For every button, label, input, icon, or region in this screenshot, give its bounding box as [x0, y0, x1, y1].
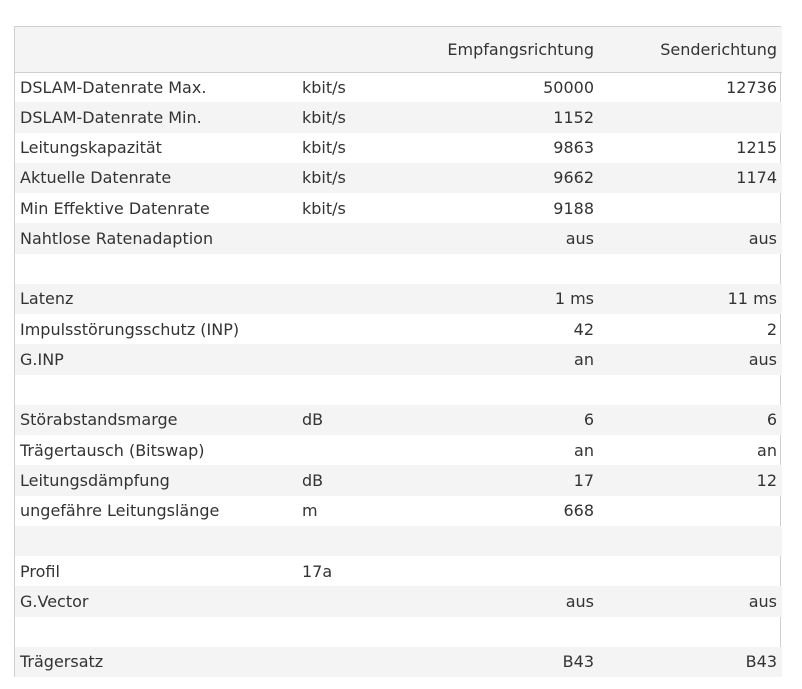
table-body — [15, 72, 782, 677]
row-downstream-value: 17 — [573, 470, 594, 490]
row-downstream-value — [427, 556, 599, 586]
table-row — [15, 284, 782, 314]
row-upstream-value — [599, 496, 782, 526]
row-upstream-value: 1174 — [736, 168, 777, 188]
row-upstream-value: B43 — [745, 652, 777, 672]
row-upstream-value: aus — [748, 228, 777, 248]
row-upstream-value: an — [757, 440, 777, 460]
row-label: DSLAM-Datenrate Max. — [20, 77, 207, 97]
row-downstream-value: 9863 — [553, 138, 594, 158]
row-upstream-value: 6 — [766, 410, 777, 430]
row-downstream-value — [427, 617, 599, 647]
row-upstream-value: 12736 — [726, 77, 777, 97]
row-label: DSLAM-Datenrate Min. — [20, 107, 202, 127]
row-unit — [297, 647, 427, 677]
table-row — [15, 465, 782, 495]
row-unit: 17a — [302, 561, 333, 581]
row-upstream-value: 1215 — [736, 138, 777, 158]
row-upstream-value — [599, 254, 782, 284]
spacer-row — [15, 375, 782, 405]
table-row — [15, 435, 782, 465]
header-unit — [297, 27, 427, 72]
row-label: Leitungsdämpfung — [20, 470, 170, 490]
row-downstream-value: an — [574, 349, 594, 369]
row-downstream-value: 42 — [573, 319, 594, 339]
row-unit — [297, 617, 427, 647]
row-unit: kbit/s — [302, 168, 346, 188]
table-row — [15, 496, 782, 526]
row-unit — [297, 314, 427, 344]
row-upstream-value: aus — [748, 591, 777, 611]
table-row — [15, 163, 782, 193]
row-unit: kbit/s — [302, 77, 346, 97]
row-label: Min Effektive Datenrate — [20, 198, 210, 218]
table-row — [15, 647, 782, 677]
row-upstream-value: 2 — [766, 319, 777, 339]
row-upstream-value: 11 ms — [727, 289, 777, 309]
row-unit: dB — [302, 410, 324, 430]
row-downstream-value — [427, 375, 599, 405]
header-row — [15, 27, 782, 72]
row-label: Leitungskapazität — [20, 138, 162, 158]
row-upstream-value — [599, 375, 782, 405]
row-label: Trägersatz — [20, 652, 104, 672]
table-row — [15, 102, 782, 132]
header-upstream: Senderichtung — [660, 39, 777, 59]
row-downstream-value: aus — [565, 591, 594, 611]
table-row — [15, 133, 782, 163]
table-row — [15, 314, 782, 344]
row-downstream-value: 50000 — [543, 77, 594, 97]
table-row — [15, 223, 782, 253]
row-downstream-value — [427, 526, 599, 556]
row-label: Impulsstörungsschutz (INP) — [20, 319, 240, 339]
row-label: Störabstandsmarge — [20, 410, 178, 430]
table-row — [15, 556, 782, 586]
row-downstream-value: an — [574, 440, 594, 460]
row-label — [15, 526, 297, 556]
row-upstream-value — [599, 556, 782, 586]
spacer-row — [15, 254, 782, 284]
row-unit — [297, 254, 427, 284]
table-row — [15, 405, 782, 435]
row-upstream-value — [599, 193, 782, 223]
table-row — [15, 193, 782, 223]
row-upstream-value — [599, 526, 782, 556]
table-row — [15, 344, 782, 374]
row-label: Profil — [20, 561, 60, 581]
row-downstream-value — [427, 254, 599, 284]
spacer-row — [15, 526, 782, 556]
row-downstream-value: 6 — [583, 410, 594, 430]
row-label — [15, 375, 297, 405]
row-label: G.Vector — [20, 591, 89, 611]
row-label — [15, 254, 297, 284]
row-unit — [297, 223, 427, 253]
dsl-info-table-container — [14, 26, 781, 677]
row-unit: kbit/s — [302, 107, 346, 127]
row-unit: kbit/s — [302, 138, 346, 158]
table-row — [15, 72, 782, 102]
row-unit: kbit/s — [302, 198, 346, 218]
row-downstream-value: 1 ms — [554, 289, 594, 309]
row-downstream-value: 9662 — [553, 168, 594, 188]
row-downstream-value: 1152 — [553, 107, 594, 127]
row-label: Aktuelle Datenrate — [20, 168, 172, 188]
header-label — [15, 27, 297, 72]
row-label: Nahtlose Ratenadaption — [20, 228, 214, 248]
row-unit — [297, 586, 427, 616]
row-label — [15, 617, 297, 647]
row-label: Latenz — [20, 289, 74, 309]
row-downstream-value: B43 — [562, 652, 594, 672]
row-unit: m — [302, 501, 318, 521]
row-upstream-value — [599, 617, 782, 647]
row-label: Trägertausch (Bitswap) — [20, 440, 205, 460]
row-upstream-value — [599, 102, 782, 132]
header-downstream: Empfangsrichtung — [447, 39, 594, 59]
dsl-info-table — [15, 27, 782, 677]
row-label: ungefähre Leitungslänge — [20, 501, 220, 521]
row-unit — [297, 284, 427, 314]
table-header — [15, 27, 782, 72]
row-unit — [297, 375, 427, 405]
table-row — [15, 586, 782, 616]
row-label: G.INP — [20, 349, 64, 369]
row-unit — [297, 526, 427, 556]
row-upstream-value: aus — [748, 349, 777, 369]
row-unit — [297, 435, 427, 465]
row-downstream-value: aus — [565, 228, 594, 248]
row-downstream-value: 9188 — [553, 198, 594, 218]
spacer-row — [15, 617, 782, 647]
row-unit — [297, 344, 427, 374]
row-upstream-value: 12 — [756, 470, 777, 490]
row-unit: dB — [302, 470, 324, 490]
row-downstream-value: 668 — [563, 501, 594, 521]
